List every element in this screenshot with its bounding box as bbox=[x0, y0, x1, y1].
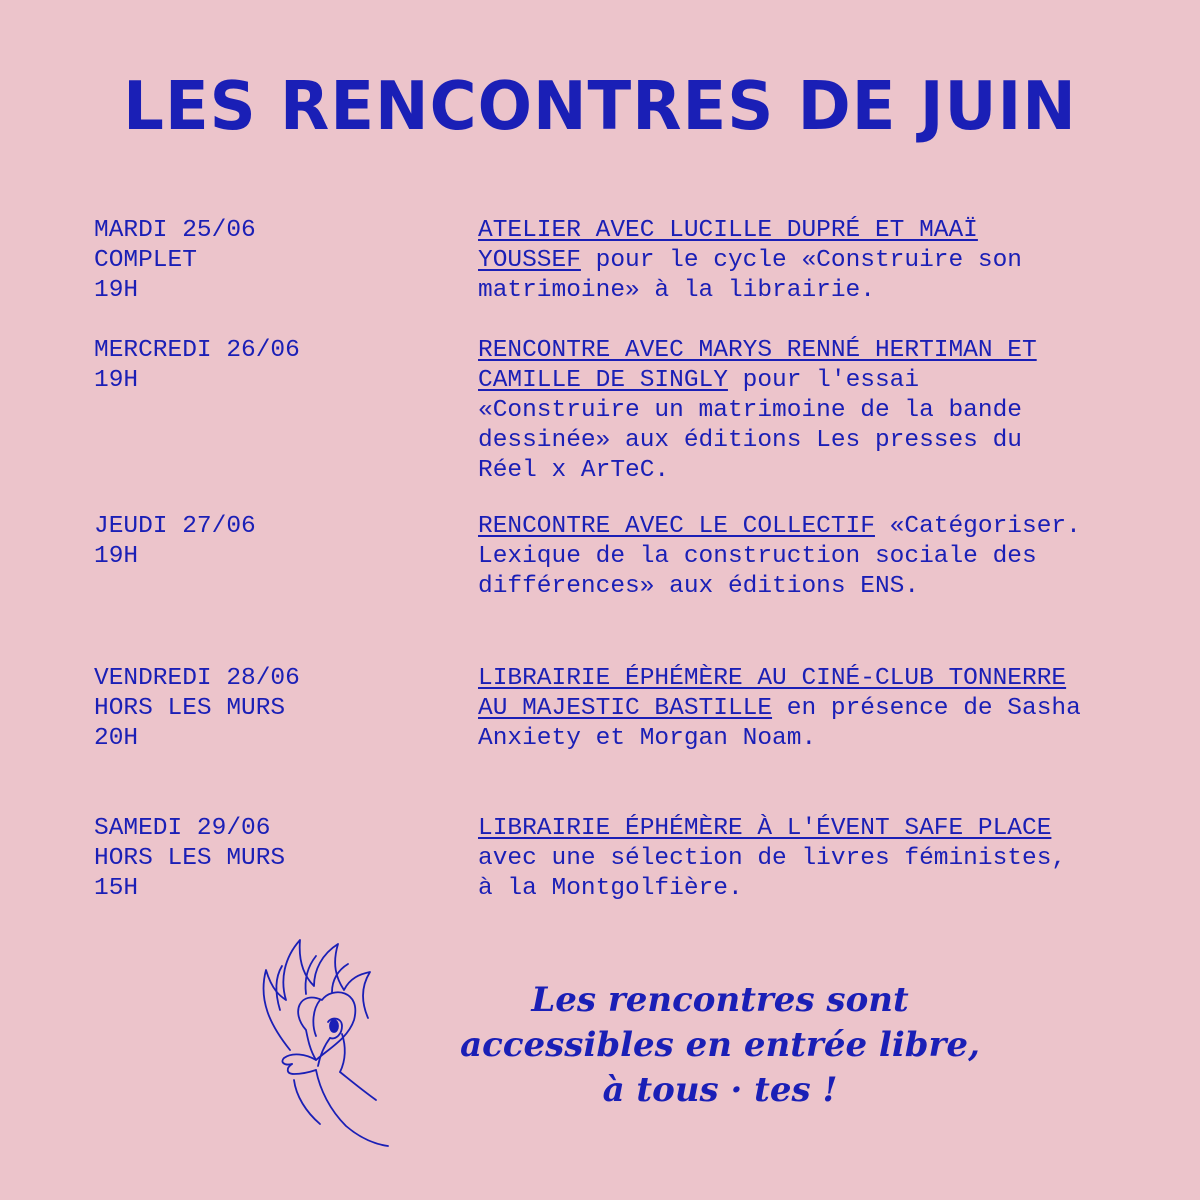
event-description bbox=[478, 814, 1088, 904]
event-details: pour le cycle «Construire son matrimoine» à la librairie. bbox=[478, 247, 1022, 304]
event-time: 20H bbox=[94, 725, 139, 752]
event-link[interactable]: ATELIER AVEC LUCILLE DUPRÉ ET MAAÏ YOUSSEF bbox=[478, 217, 978, 274]
event-status: COMPLET bbox=[94, 247, 197, 274]
event-description bbox=[478, 336, 1088, 486]
event-description bbox=[478, 664, 1088, 754]
event-link[interactable]: RENCONTRE AVEC MARYS RENNÉ HERTIMAN ET CAMILLE DE SINGLY bbox=[478, 337, 1037, 394]
footer-line: à tous · tes ! bbox=[602, 1070, 838, 1110]
event-meta bbox=[94, 512, 454, 572]
event-date: VENDREDI 28/06 bbox=[94, 665, 300, 692]
event-meta bbox=[94, 336, 454, 396]
event-link[interactable]: RENCONTRE AVEC LE COLLECTIF bbox=[478, 513, 875, 540]
event-details: pour l'essai «Construire un matrimoine de la bande dessinée» aux éditions Les presses du Réel x ArTeC. bbox=[478, 367, 1022, 484]
page-title: LES RENCONTRES DE JUIN bbox=[123, 68, 1077, 146]
event-date: JEUDI 27/06 bbox=[94, 513, 256, 540]
event-link[interactable]: LIBRAIRIE ÉPHÉMÈRE À L'ÉVENT SAFE PLACE bbox=[478, 815, 1052, 842]
footer-line: Les rencontres sont bbox=[531, 980, 909, 1020]
event-description bbox=[478, 512, 1088, 602]
footer-note bbox=[380, 978, 1060, 1113]
footer-line: accessibles en entrée libre, bbox=[460, 1025, 980, 1065]
event-meta bbox=[94, 216, 454, 306]
event-description bbox=[478, 216, 1088, 306]
event-date: SAMEDI 29/06 bbox=[94, 815, 271, 842]
event-date: MARDI 25/06 bbox=[94, 217, 256, 244]
event-meta bbox=[94, 664, 454, 754]
event-time: 19H bbox=[94, 367, 139, 394]
event-details: «Catégoriser. Lexique de la construction sociale des différences» aux éditions ENS. bbox=[478, 513, 1081, 600]
event-time: 19H bbox=[94, 277, 139, 304]
event-link[interactable]: LIBRAIRIE ÉPHÉMÈRE AU CINÉ-CLUB TONNERRE AU MAJESTIC BASTILLE bbox=[478, 665, 1067, 722]
event-details: avec une sélection de livres féministes, à la Montgolfière. bbox=[478, 845, 1067, 902]
event-time: 19H bbox=[94, 543, 139, 570]
event-location: HORS LES MURS bbox=[94, 695, 286, 722]
event-details: en présence de Sasha Anxiety et Morgan Noam. bbox=[478, 695, 1081, 752]
event-date: MERCREDI 26/06 bbox=[94, 337, 300, 364]
event-meta bbox=[94, 814, 454, 904]
event-time: 15H bbox=[94, 875, 139, 902]
event-location: HORS LES MURS bbox=[94, 845, 286, 872]
